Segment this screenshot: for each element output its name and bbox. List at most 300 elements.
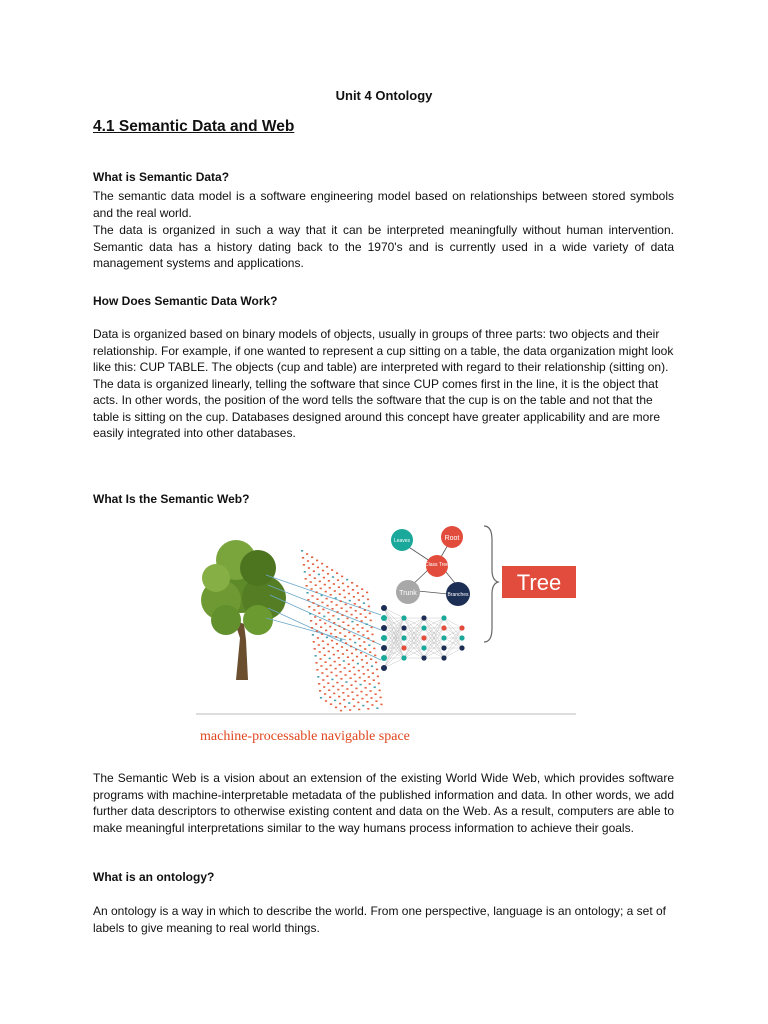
network-node — [441, 645, 446, 650]
grid-dot — [330, 594, 332, 596]
grid-dot — [354, 642, 356, 644]
grid-dot — [304, 571, 306, 573]
grid-dot — [347, 586, 349, 588]
grid-dot — [344, 667, 346, 669]
grid-dot — [322, 609, 324, 611]
grid-dot — [326, 566, 328, 568]
grid-dot — [307, 560, 309, 562]
grid-dot — [362, 595, 364, 597]
grid-dot — [365, 694, 367, 696]
grid-dot — [367, 637, 369, 639]
grid-dot — [324, 584, 326, 586]
network-edge — [384, 618, 404, 668]
grid-dot — [336, 604, 338, 606]
grid-dot — [316, 560, 318, 562]
grid-dot — [323, 686, 325, 688]
grid-dot — [348, 593, 350, 595]
grid-dot — [331, 640, 333, 642]
grid-dot — [380, 697, 382, 699]
grid-dot — [329, 587, 331, 589]
grid-dot — [302, 557, 304, 559]
grid-dot — [364, 609, 366, 611]
grid-dot — [361, 698, 363, 700]
grid-dot — [313, 570, 315, 572]
grid-dot — [306, 592, 308, 594]
grid-dot — [310, 581, 312, 583]
grid-dot — [342, 653, 344, 655]
grid-dot — [358, 670, 360, 672]
grid-dot — [325, 668, 327, 670]
heading-what-is-semantic-data: What is Semantic Data? — [93, 170, 230, 184]
grid-dot — [311, 556, 313, 558]
grid-dot — [343, 660, 345, 662]
grid-dot — [340, 600, 342, 602]
grid-dot — [347, 625, 349, 627]
grid-dot — [380, 704, 382, 706]
grid-dot — [339, 632, 341, 634]
grid-dot — [322, 679, 324, 681]
grid-dot — [330, 703, 332, 705]
grid-dot — [328, 651, 330, 653]
grid-dot — [315, 623, 317, 625]
grid-dot — [327, 682, 329, 684]
network-node — [441, 655, 446, 660]
grid-dot — [353, 635, 355, 637]
grid-dot — [351, 691, 353, 693]
grid-dot — [331, 569, 333, 571]
grid-dot — [371, 627, 373, 629]
grid-dot — [346, 579, 348, 581]
grid-dot — [312, 602, 314, 604]
tree-label: Tree — [516, 570, 562, 595]
grid-dot — [376, 669, 378, 671]
grid-dot — [314, 648, 316, 650]
grid-dot — [363, 602, 365, 604]
grid-dot — [340, 710, 342, 712]
grid-dot — [341, 646, 343, 648]
network-edge — [444, 648, 462, 658]
grid-dot — [334, 590, 336, 592]
grid-dot — [319, 651, 321, 653]
grid-dot — [357, 592, 359, 594]
grid-dot — [338, 696, 340, 698]
grid-dot — [345, 604, 347, 606]
grid-dot — [365, 655, 367, 657]
network-node — [381, 615, 387, 621]
grid-dot — [366, 662, 368, 664]
grid-dot — [346, 649, 348, 651]
network-node — [421, 625, 426, 630]
grid-dot — [349, 670, 351, 672]
grid-dot — [363, 641, 365, 643]
grid-dot — [320, 588, 322, 590]
grid-dot — [328, 619, 330, 621]
grid-dot — [317, 637, 319, 639]
grid-dot — [358, 638, 360, 640]
grid-dot — [356, 656, 358, 658]
grid-dot — [365, 616, 367, 618]
grid-dot — [375, 693, 377, 695]
grid-dot — [352, 589, 354, 591]
grid-dot — [359, 606, 361, 608]
grid-dot — [340, 639, 342, 641]
grid-dot — [362, 705, 364, 707]
grid-dot — [319, 619, 321, 621]
grid-dot — [332, 576, 334, 578]
grid-dot — [326, 675, 328, 677]
grid-dot — [345, 681, 347, 683]
grid-dot — [367, 669, 369, 671]
grid-dot — [322, 570, 324, 572]
grid-dot — [361, 627, 363, 629]
grid-dot — [318, 574, 320, 576]
grid-dot — [324, 623, 326, 625]
grid-dot — [318, 683, 320, 685]
grid-dot — [370, 620, 372, 622]
grid-dot — [330, 665, 332, 667]
grid-dot — [323, 577, 325, 579]
grid-dot — [365, 687, 367, 689]
grid-dot — [377, 676, 379, 678]
class-tree-label: Class Tree — [425, 562, 449, 568]
grid-dot — [317, 567, 319, 569]
grid-dot — [315, 584, 317, 586]
grid-dot — [336, 682, 338, 684]
grid-dot — [375, 662, 377, 664]
grid-dot — [341, 607, 343, 609]
grid-dot — [321, 672, 323, 674]
branches-label: Branches — [447, 592, 469, 598]
grid-dot — [372, 672, 374, 674]
grid-dot — [350, 684, 352, 686]
semantic-web-figure — [196, 520, 576, 752]
grid-dot — [347, 695, 349, 697]
grid-dot — [356, 617, 358, 619]
neural-network — [381, 605, 465, 671]
grid-dot — [332, 615, 334, 617]
grid-dot — [352, 698, 354, 700]
grid-dot — [338, 586, 340, 588]
grid-dot — [341, 614, 343, 616]
grid-dot — [361, 620, 363, 622]
grid-dot — [307, 599, 309, 601]
grid-dot — [331, 601, 333, 603]
grid-dot — [316, 669, 318, 671]
figure-caption: machine-processable navigable space — [200, 729, 410, 744]
network-node — [421, 645, 426, 650]
grid-dot — [332, 647, 334, 649]
grid-dot — [329, 658, 331, 660]
grid-dot — [354, 603, 356, 605]
grid-dot — [335, 636, 337, 638]
grid-dot — [329, 696, 331, 698]
network-node — [459, 645, 464, 650]
grid-dot — [369, 651, 371, 653]
paragraph-semantic-web: The Semantic Web is a vision about an extension of the existing World Wide Web, which provides software programs with machine-interpretable metadata of the published information and data. In other words, we add further data descriptors to otherwise existing content and data on the Web. As a result, computers are able to make meaningful interpretations similar to the way humans process information to achieve their goals. — [93, 771, 674, 835]
grid-dot — [346, 618, 348, 620]
grid-dot — [355, 610, 357, 612]
grid-dot — [357, 663, 359, 665]
grid-dot — [360, 691, 362, 693]
leaves-label: Leaves — [393, 538, 411, 544]
grid-dot — [364, 648, 366, 650]
grid-dot — [345, 674, 347, 676]
grid-dot — [372, 641, 374, 643]
grid-dot — [318, 644, 320, 646]
grid-dot — [321, 563, 323, 565]
paragraph-semantic-data-model: The semantic data model is a software engineering model based on relationships between stored symbols and the real world. — [93, 189, 674, 220]
network-node — [381, 625, 387, 631]
grid-dot — [333, 583, 335, 585]
grid-dot — [320, 626, 322, 628]
grid-dot — [320, 697, 322, 699]
network-node — [381, 635, 387, 641]
grid-dot — [361, 659, 363, 661]
grid-dot — [371, 665, 373, 667]
grid-dot — [351, 582, 353, 584]
grid-dot — [350, 677, 352, 679]
grid-dot — [337, 579, 339, 581]
grid-dot — [326, 605, 328, 607]
grid-dot — [370, 697, 372, 699]
grid-dot — [343, 628, 345, 630]
grid-dot — [314, 577, 316, 579]
grid-dot — [361, 588, 363, 590]
grid-dot — [348, 702, 350, 704]
grid-dot — [325, 630, 327, 632]
grid-dot — [331, 679, 333, 681]
network-node — [441, 625, 446, 630]
grid-dot — [333, 654, 335, 656]
network-node — [459, 625, 464, 630]
grid-dot — [335, 668, 337, 670]
grid-dot — [336, 611, 338, 613]
grid-dot — [324, 654, 326, 656]
grid-dot — [335, 707, 337, 709]
grid-dot — [301, 550, 303, 552]
grid-dot — [349, 600, 351, 602]
grid-dot — [328, 689, 330, 691]
grid-dot — [327, 573, 329, 575]
concept-graph — [391, 526, 470, 606]
grid-dot — [323, 647, 325, 649]
grid-dot — [362, 634, 364, 636]
grid-dot — [378, 683, 380, 685]
grid-dot — [324, 693, 326, 695]
grid-dot — [356, 624, 358, 626]
grid-dot — [325, 661, 327, 663]
grid-dot — [357, 631, 359, 633]
grouping-brace — [484, 526, 498, 642]
semantic-web-illustration — [196, 520, 576, 752]
grid-dot — [359, 677, 361, 679]
grid-dot — [351, 621, 353, 623]
grid-dot — [374, 655, 376, 657]
grid-dot — [351, 653, 353, 655]
grid-dot — [352, 660, 354, 662]
grid-dot — [349, 709, 351, 711]
grid-dot — [311, 588, 313, 590]
grid-dot — [343, 590, 345, 592]
grid-dot — [374, 686, 376, 688]
grid-dot — [355, 649, 357, 651]
grid-dot — [344, 597, 346, 599]
network-node — [381, 645, 387, 651]
grid-dot — [335, 675, 337, 677]
grid-dot — [356, 585, 358, 587]
grid-dot — [326, 598, 328, 600]
heading-what-is-ontology: What is an ontology? — [93, 870, 215, 884]
grid-dot — [358, 599, 360, 601]
grid-dot — [362, 666, 364, 668]
grid-dot — [344, 706, 346, 708]
network-node — [381, 655, 387, 661]
grid-dot — [354, 674, 356, 676]
grid-dot — [312, 563, 314, 565]
network-node — [421, 655, 426, 660]
grid-dot — [371, 634, 373, 636]
grid-dot — [366, 592, 368, 594]
network-edge — [444, 618, 462, 628]
grid-dot — [319, 690, 321, 692]
grid-dot — [342, 583, 344, 585]
grid-dot — [335, 597, 337, 599]
grid-dot — [309, 613, 311, 615]
grid-dot — [332, 686, 334, 688]
grid-dot — [309, 574, 311, 576]
grid-dot — [348, 663, 350, 665]
network-node — [441, 635, 446, 640]
grid-dot — [329, 626, 331, 628]
grid-dot — [366, 623, 368, 625]
grid-dot — [325, 700, 327, 702]
grid-dot — [347, 656, 349, 658]
grid-dot — [336, 572, 338, 574]
grid-dot — [312, 634, 314, 636]
grid-dot — [350, 646, 352, 648]
grid-dot — [368, 676, 370, 678]
grid-dot — [313, 609, 315, 611]
grid-dot — [364, 680, 366, 682]
paragraph-semantic-data-history: The data is organized in such a way that it can be interpreted meaningfully without human intervention. Semantic data has a history dating back to the 1970's and is currently used in a wide variety of data management systems and applications. — [93, 223, 674, 270]
grid-dot — [319, 581, 321, 583]
grid-dot — [316, 630, 318, 632]
grid-dot — [330, 672, 332, 674]
grid-dot — [350, 607, 352, 609]
grid-dot — [344, 635, 346, 637]
grid-dot — [334, 629, 336, 631]
grid-dot — [351, 614, 353, 616]
grid-dot — [342, 692, 344, 694]
grid-dot — [334, 700, 336, 702]
network-node — [401, 645, 406, 650]
grid-dot — [367, 599, 369, 601]
grid-dot — [322, 640, 324, 642]
heading-how-semantic-data-works: How Does Semantic Data Work? — [93, 294, 278, 308]
grid-dot — [373, 679, 375, 681]
grid-dot — [340, 671, 342, 673]
network-node — [421, 635, 426, 640]
grid-dot — [338, 657, 340, 659]
grid-dot — [321, 602, 323, 604]
grid-dot — [349, 639, 351, 641]
grid-dot — [342, 621, 344, 623]
grid-dot — [316, 598, 318, 600]
grid-dot — [317, 676, 319, 678]
grid-dot — [303, 564, 305, 566]
heading-what-is-semantic-web: What Is the Semantic Web? — [93, 492, 250, 506]
grid-dot — [339, 703, 341, 705]
grid-dot — [366, 630, 368, 632]
grid-dot — [306, 585, 308, 587]
grid-dot — [313, 641, 315, 643]
grid-dot — [305, 578, 307, 580]
network-node — [381, 605, 387, 611]
grid-dot — [318, 612, 320, 614]
grid-dot — [353, 705, 355, 707]
grid-dot — [337, 689, 339, 691]
grid-dot — [325, 591, 327, 593]
grid-dot — [360, 652, 362, 654]
grid-dot — [355, 688, 357, 690]
grid-dot — [369, 613, 371, 615]
grid-dot — [323, 616, 325, 618]
grid-dot — [333, 693, 335, 695]
grid-dot — [340, 678, 342, 680]
grid-dot — [338, 625, 340, 627]
grid-dot — [306, 553, 308, 555]
grid-dot — [328, 580, 330, 582]
grid-dot — [366, 701, 368, 703]
network-edge — [384, 658, 404, 668]
grid-dot — [368, 606, 370, 608]
grid-dot — [375, 700, 377, 702]
section-title: 4.1 Semantic Data and Web — [93, 118, 295, 135]
grid-dot — [376, 707, 378, 709]
grid-dot — [343, 699, 345, 701]
grid-dot — [330, 633, 332, 635]
grid-dot — [358, 709, 360, 711]
grid-dot — [355, 681, 357, 683]
grid-dot — [337, 618, 339, 620]
grid-dot — [363, 673, 365, 675]
grid-dot — [321, 633, 323, 635]
grid-dot — [333, 622, 335, 624]
grid-dot — [336, 643, 338, 645]
grid-dot — [320, 665, 322, 667]
grid-dot — [369, 683, 371, 685]
grid-dot — [353, 596, 355, 598]
grid-dot — [326, 637, 328, 639]
unit-title: Unit 4 Ontology — [335, 88, 433, 103]
grid-dot — [356, 695, 358, 697]
grid-dot — [370, 658, 372, 660]
grid-dot — [327, 612, 329, 614]
grid-dot — [321, 595, 323, 597]
grid-dot — [341, 576, 343, 578]
grid-dot — [339, 593, 341, 595]
grid-dot — [352, 628, 354, 630]
paragraph-ontology: An ontology is a way in which to describe the world. From one perspective, language is an ontology; a set of labels to give meaning to real world things. — [93, 904, 666, 935]
grid-dot — [341, 685, 343, 687]
paragraph-semantic-data-works: Data is organized based on binary models of objects, usually in groups of three parts: two objects and their relationship. For example, if one wanted to represent a cup sitting on a table, the data organization might look like this: CUP TABLE. The objects (cup and table) are interpreted with regard to their relationship (sitting on). The data is organized linearly, telling the software that since CUP comes first in the line, it is the object that acts. In other words, the position of the word tells the software that the cup is on the table and not that the table is sitting on the cup. Databases designed around this concept have greater applicability and are more easily integrated into other databases. — [93, 327, 674, 440]
grid-dot — [308, 567, 310, 569]
network-node — [421, 615, 426, 620]
grid-dot — [373, 648, 375, 650]
network-node — [401, 655, 406, 660]
grid-dot — [345, 642, 347, 644]
root-label: Root — [444, 535, 460, 542]
